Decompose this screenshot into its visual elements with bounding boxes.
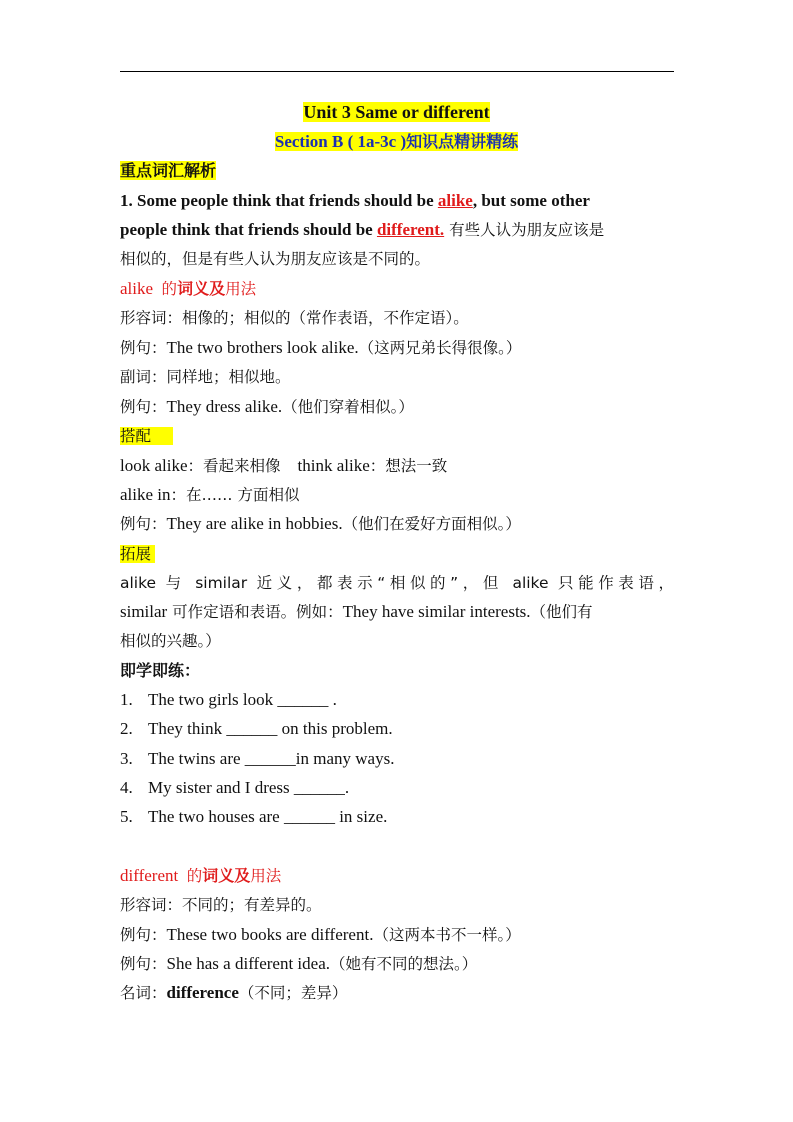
keyword-alike: alike	[437, 191, 473, 210]
practice-item-number: 2.	[120, 719, 133, 738]
section-heading-line	[120, 160, 216, 182]
practice-item	[120, 689, 337, 711]
example-label: 例句：	[120, 398, 167, 416]
doc-subtitle-line	[0, 131, 793, 153]
alike-heading-zh1: 的	[161, 280, 178, 298]
collocation-zh: ：想法一致	[369, 457, 448, 475]
collocation-en: alike in	[120, 485, 171, 504]
collocation-en: think alike	[297, 456, 370, 475]
sentence-line-3	[120, 248, 430, 270]
extend-label-line	[120, 543, 155, 565]
alike-adv-def: 副词：同样地；相似地。	[120, 368, 291, 386]
collocation-line-1	[120, 455, 447, 477]
doc-title: Unit 3 Same or different	[303, 102, 490, 122]
different-example-1	[120, 924, 521, 946]
example-en: They dress alike.	[166, 397, 283, 416]
practice-item	[120, 777, 349, 799]
practice-item	[120, 718, 393, 740]
sentence-zh1: 有些人认为朋友应该是	[444, 221, 605, 239]
different-noun	[120, 982, 347, 1004]
practice-item-number: 5.	[120, 807, 133, 826]
extend-line-1: alike 与 similar 近义，都表示“相似的”，但 alike 只能作表语，	[120, 574, 674, 592]
example-zh: （这两兄弟长得很像。）	[358, 339, 522, 357]
noun-zh: （不同；差异）	[238, 984, 348, 1002]
practice-item-number: 4.	[120, 778, 133, 797]
example-label: 例句：	[120, 926, 167, 944]
example-label: 例句：	[120, 955, 167, 973]
example-en: These two books are different.	[166, 925, 374, 944]
practice-item-text: They think ______ on this problem.	[148, 719, 393, 738]
alike-heading	[120, 278, 256, 300]
alike-example-3	[120, 513, 521, 535]
example-zh: （他们在爱好方面相似。）	[342, 515, 521, 533]
extend-en: similar	[120, 602, 168, 621]
keyword-different: different.	[376, 220, 445, 239]
doc-title-line	[0, 101, 793, 123]
noun-label: 名词：	[120, 984, 167, 1002]
sentence-line-2	[120, 219, 604, 241]
doc-subtitle	[275, 132, 518, 151]
extend-zh: （他们有	[530, 603, 593, 621]
subtitle-zh: 知识点精讲精练	[406, 132, 519, 151]
alike-example-1	[120, 337, 521, 359]
noun-en: difference	[166, 983, 239, 1002]
example-en: They are alike in hobbies.	[166, 514, 343, 533]
alike-adj-def: 形容词：相像的；相似的（常作表语，不作定语）。	[120, 309, 469, 327]
different-heading-zh1: 的	[186, 867, 203, 885]
practice-item-text: My sister and I dress ______.	[148, 778, 350, 797]
collocation-zh: ：看起来相像	[187, 457, 281, 475]
different-adj-def: 形容词：不同的；有差异的。	[120, 896, 322, 914]
collocation-label: 搭配	[120, 427, 173, 445]
different-heading-zh2: 词义及	[202, 866, 251, 885]
collocation-label-line	[120, 425, 173, 447]
practice-item-number: 1.	[120, 690, 133, 709]
example-label: 例句：	[120, 515, 167, 533]
practice-item-text: The two houses are ______ in size.	[148, 807, 388, 826]
different-heading-word: different	[120, 866, 179, 885]
collocation-en: look alike	[120, 456, 188, 475]
practice-item	[120, 806, 387, 828]
extend-en: They have similar interests.	[342, 602, 531, 621]
collocation-zh: ：在…… 方面相似	[170, 486, 300, 504]
different-example-2	[120, 953, 477, 975]
header-rule	[120, 71, 674, 72]
practice-item-number: 3.	[120, 749, 133, 768]
practice-item	[120, 748, 394, 770]
practice-item-text: The two girls look ______ .	[148, 690, 337, 709]
section-heading: 重点词汇解析	[120, 161, 217, 180]
example-en: She has a different idea.	[166, 954, 330, 973]
example-zh: （他们穿着相似。）	[282, 398, 414, 416]
practice-item-text: The twins are ______in many ways.	[148, 749, 395, 768]
alike-heading-word: alike	[120, 279, 154, 298]
extend-zh: 可作定语和表语。例如：	[167, 603, 343, 621]
example-label: 例句：	[120, 339, 167, 357]
collocation-line-2	[120, 484, 299, 506]
sentence-part1: 1. Some people think that friends should be	[120, 191, 438, 210]
extend-line-3: 相似的兴趣。）	[120, 632, 221, 650]
different-heading	[120, 865, 281, 887]
example-zh: （这两本书不一样。）	[373, 926, 521, 944]
alike-heading-zh2: 词义及	[177, 279, 226, 298]
sentence-line-1	[120, 190, 590, 212]
sentence-zh2: 相似的，但是有些人认为朋友应该是不同的。	[120, 250, 431, 268]
practice-heading: 即学即练：	[120, 661, 201, 680]
different-heading-zh3: 用法	[250, 867, 282, 885]
sentence-part2: , but some other	[472, 191, 590, 210]
extend-line-2	[120, 601, 593, 623]
example-zh: （她有不同的想法。）	[330, 955, 478, 973]
subtitle-en: Section B ( 1a-3c )	[274, 132, 407, 151]
sentence-part3: people think that friends should be	[120, 220, 377, 239]
alike-heading-zh3: 用法	[225, 280, 257, 298]
extend-label: 拓展	[120, 545, 155, 563]
example-en: The two brothers look alike.	[166, 338, 359, 357]
alike-example-2	[120, 396, 414, 418]
